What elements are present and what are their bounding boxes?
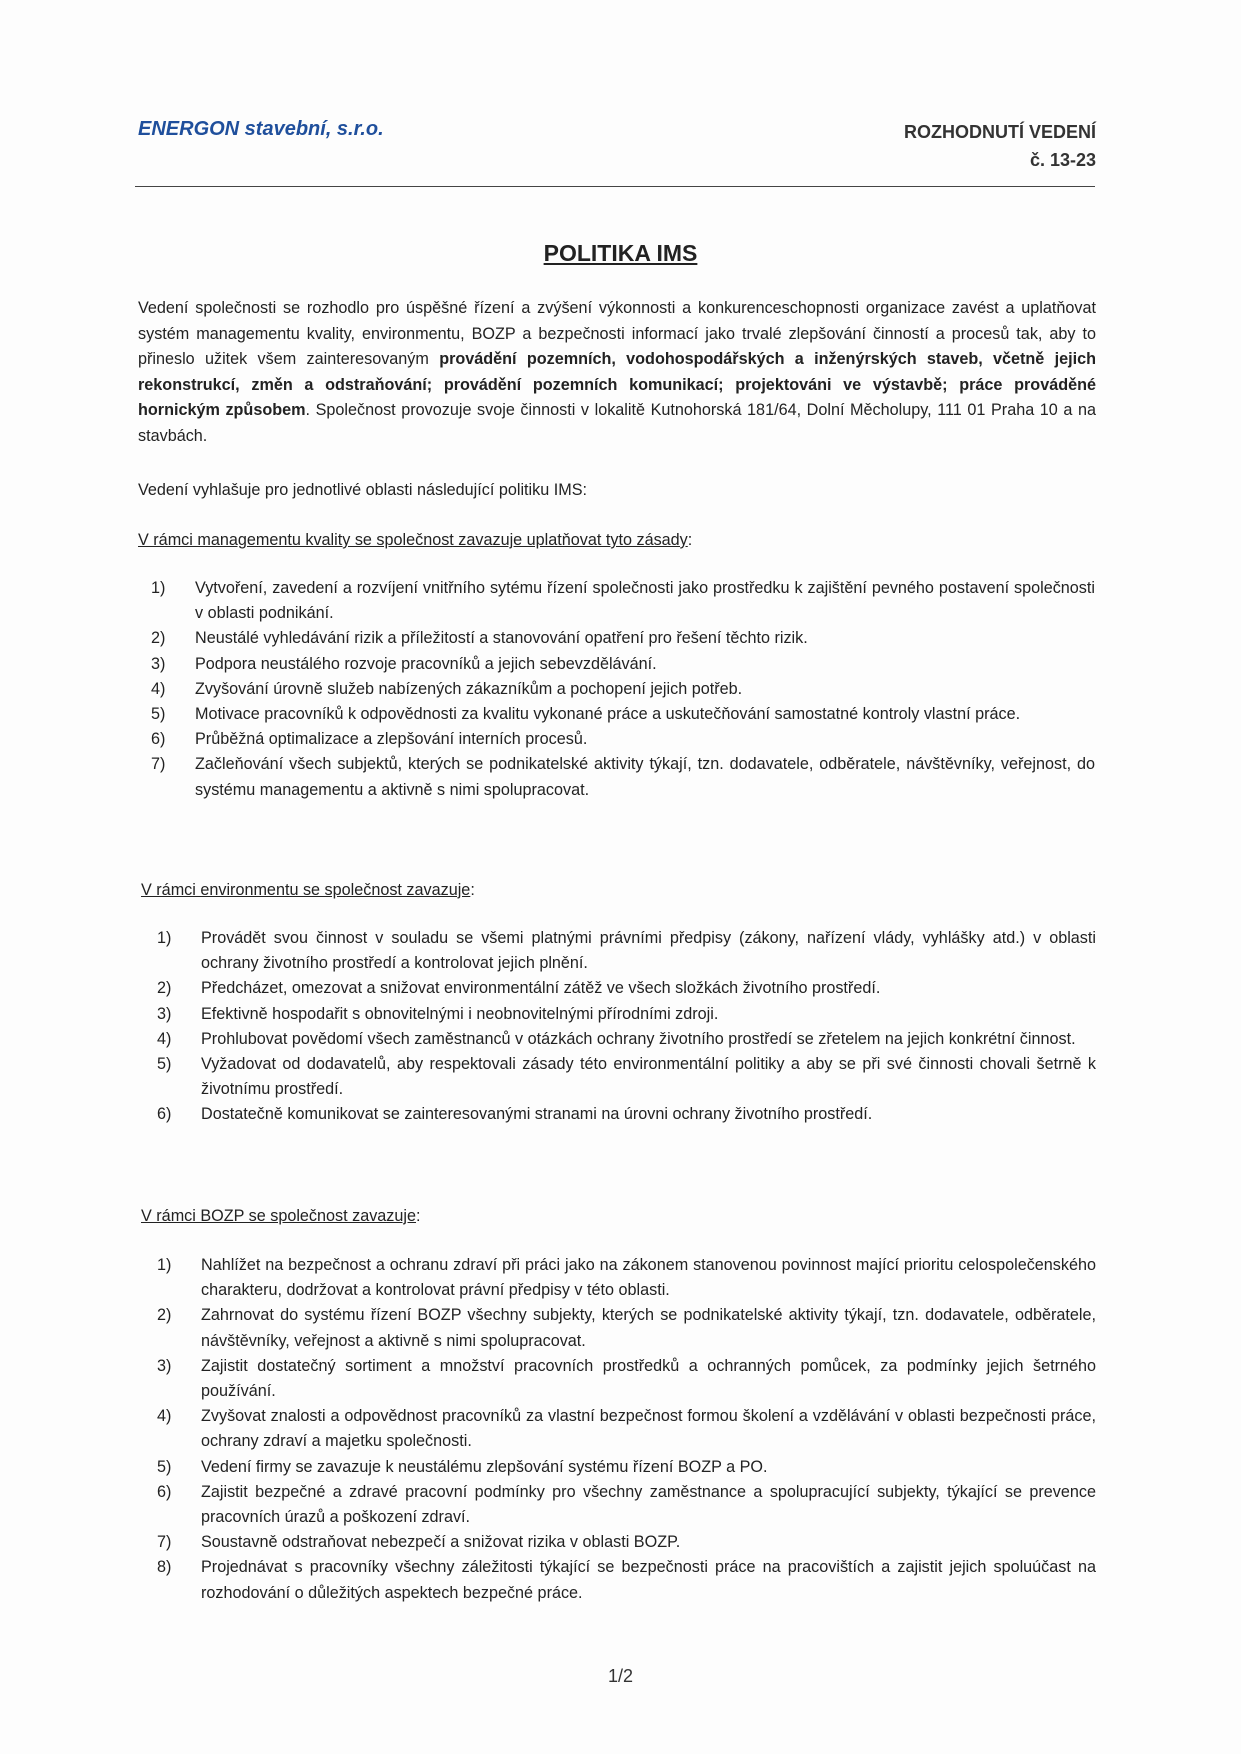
item-text: Podpora neustálého rozvoje pracovníků a jejich sebevzdělávání. — [195, 654, 657, 673]
section-heading-colon: : — [470, 881, 475, 899]
item-number: 1) — [157, 1256, 172, 1274]
item-text: Nahlížet na bezpečnost a ochranu zdraví při práci jako na zákonem stanovenou povinnost mající prioritu celospolečenského charakteru, dodržovat a kontrolovat právní předpisy v této oblasti. — [201, 1256, 1096, 1300]
item-text: Dostatečně komunikovat se zainteresovanými stranami na úrovni ochrany životního prostředí. — [201, 1105, 873, 1124]
item-number: 1) — [151, 579, 166, 597]
item-text: Neustálé vyhledávání rizik a příležitostí a stanovování opatření pro řešení těchto rizik. — [195, 629, 808, 648]
item-number: 5) — [157, 1457, 172, 1476]
section-heading-text: V rámci BOZP se společnost zavazuje — [141, 1207, 417, 1225]
item-text: Vyžadovat od dodavatelů, aby respektovali zásady této environmentální politiky a aby se při své činnosti chovali šetrně k životnímu prostředí. — [201, 1055, 1096, 1099]
item-number: 7) — [151, 755, 166, 774]
item-text: Zahrnovat do systému řízení BOZP všechny subjekty, kterých se podnikatelské aktivity týkají, tzn. dodavatele, odběratele, návštěvníky, veřejnost a aktivně s nimi spolupracovat. — [201, 1306, 1096, 1350]
item-number: 3) — [151, 654, 166, 673]
item-text: Prohlubovat povědomí všech zaměstnanců v otázkách ochrany životního prostředí se zřetelem na jejich konkrétní činnost. — [201, 1029, 1076, 1048]
intro-bold-text: provádění pozemních, vodohospodářských a inženýrských staveb, včetně jejich rekonstrukcí, změn a odstraňování; provádění pozemních komunikací; projektováni ve výstavbě; práce prováděné hornickým způsobem — [138, 350, 1096, 419]
item-number: 7) — [157, 1533, 172, 1552]
section-heading-text: V rámci environmentu se společnost zavazuje — [141, 881, 471, 899]
section-heading-colon: : — [416, 1207, 421, 1225]
intro-text-end: . Společnost provozuje svoje činnosti v lokalitě Kutnohorská 181/64, Dolní Měcholupy, 111 01 Praha 10 a na stavbách. — [138, 401, 1096, 445]
item-text: Projednávat s pracovníky všechny záležitosti týkající se bezpečnosti práce na pracovištích a zajistit jejich spoluúčast na rozhodování o důležitých aspektech bezpečné práce. — [201, 1558, 1096, 1602]
list-item — [157, 1530, 1096, 1555]
item-number: 2) — [151, 629, 166, 648]
item-number: 4) — [151, 679, 166, 698]
item-text: Vedení firmy se zavazuje k neustálému zlepšování systému řízení BOZP a PO. — [201, 1457, 768, 1476]
item-text: Zvyšovat znalosti a odpovědnost pracovníků za vlastní bezpečnost formou školení a vzdělávání v oblasti bezpečnosti práce, ochrany zdraví a majetku společnosti. — [201, 1407, 1096, 1451]
item-number: 6) — [151, 730, 166, 749]
list-item — [157, 1027, 1096, 1052]
item-number: 6) — [157, 1482, 172, 1501]
section-heading-environment — [141, 878, 1099, 904]
list-item — [151, 576, 1095, 626]
item-text: Zajistit dostatečný sortiment a množství pracovních prostředků a ochranných pomůcek, za podmínky jejich šetrného používání. — [201, 1356, 1096, 1401]
list-item — [157, 1253, 1096, 1303]
item-number: 1) — [157, 929, 172, 947]
list-item — [157, 976, 1096, 1001]
item-number: 8) — [157, 1558, 172, 1577]
header-divider — [135, 186, 1095, 187]
list-item — [151, 702, 1095, 727]
list-item — [157, 926, 1096, 976]
list-item — [151, 652, 1095, 677]
list-item — [157, 1052, 1096, 1102]
item-number: 3) — [157, 1004, 172, 1023]
list-item — [151, 752, 1095, 802]
section-heading-colon: : — [687, 531, 693, 549]
quality-list — [151, 576, 1095, 803]
list-item — [157, 1002, 1096, 1027]
list-item — [157, 1303, 1096, 1353]
page-title: POLITIKA IMS — [543, 240, 698, 266]
list-item — [157, 1555, 1096, 1605]
item-number: 3) — [157, 1356, 172, 1375]
item-number: 4) — [157, 1407, 172, 1426]
item-text: Soustavně odstraňovat nebezpečí a snižovat rizika v oblasti BOZP. — [201, 1533, 681, 1552]
intro-text: Vedení společnosti se rozhodlo pro úspěšné řízení a zvýšení výkonnosti a konkurenceschopnosti organizace zavést a uplatňovat systém managementu kvality, environmentu, BOZP a bezpečnosti informací jako trvalé zlepšování činností a procesů tak, aby to přineslo užitek všem zainteresovaným — [138, 299, 1096, 368]
list-item — [157, 1404, 1096, 1454]
section-heading-text: V rámci managementu kvality se společnost zavazuje uplatňovat tyto zásady — [138, 531, 688, 549]
list-item — [157, 1455, 1096, 1480]
decision-title: ROZHODNUTÍ VEDENÍ — [903, 122, 1096, 142]
item-text: Zajistit bezpečné a zdravé pracovní podmínky pro všechny zaměstnance a spolupracující subjekty, týkající se prevence pracovních úrazů a poškození zdraví. — [201, 1482, 1096, 1527]
list-item — [157, 1354, 1096, 1404]
environment-list — [157, 926, 1096, 1128]
item-text: Zvyšování úrovně služeb nabízených zákazníkům a pochopení jejich potřeb. — [195, 679, 743, 698]
list-item — [157, 1480, 1096, 1530]
item-text: Začleňování všech subjektů, kterých se podnikatelské aktivity týkají, tzn. dodavatele, odběratele, návštěvníky, veřejnost, do systému managementu a aktivně s nimi spolupracovat. — [195, 755, 1095, 799]
section-heading-quality — [138, 528, 1096, 554]
item-number: 2) — [157, 1306, 172, 1325]
item-number: 2) — [157, 979, 172, 998]
bozp-list — [157, 1253, 1096, 1606]
item-text: Efektivně hospodařit s obnovitelnými i neobnovitelnými přírodními zdroji. — [201, 1004, 719, 1023]
lead-paragraph: Vedení vyhlašuje pro jednotlivé oblasti následující politiku IMS: — [138, 481, 588, 499]
item-text: Vytvoření, zavedení a rozvíjení vnitřního sytému řízení společnosti jako prostředku k zajištění pevného postavení společnosti v oblasti podnikání. — [195, 579, 1095, 623]
list-item — [157, 1102, 1096, 1127]
list-item — [151, 727, 1095, 752]
item-number: 5) — [157, 1055, 172, 1074]
item-number: 4) — [157, 1029, 172, 1048]
list-item — [151, 626, 1095, 651]
list-item — [151, 677, 1095, 702]
decision-label — [904, 118, 1096, 174]
item-number: 6) — [157, 1105, 172, 1124]
decision-number: č. 13-23 — [1029, 150, 1096, 170]
item-text: Motivace pracovníků k odpovědnosti za kvalitu vykonané práce a uskutečňování samostatné kontroly vlastní práce. — [195, 705, 1021, 724]
intro-paragraph — [138, 296, 1096, 449]
page-number: 1/2 — [607, 1666, 634, 1686]
item-text: Předcházet, omezovat a snižovat environmentální zátěž ve všech složkách životního prostředí. — [201, 979, 881, 998]
item-number: 5) — [151, 705, 166, 724]
item-text: Provádět svou činnost v souladu se všemi platnými právními předpisy (zákony, nařízení vlády, vyhlášky atd.) v oblasti ochrany životního prostředí a kontrolovat jejich plnění. — [201, 929, 1096, 973]
item-text: Průběžná optimalizace a zlepšování interních procesů. — [195, 730, 588, 749]
section-heading-bozp — [141, 1204, 1099, 1230]
company-name: ENERGON stavební, s.r.o. — [138, 118, 384, 140]
